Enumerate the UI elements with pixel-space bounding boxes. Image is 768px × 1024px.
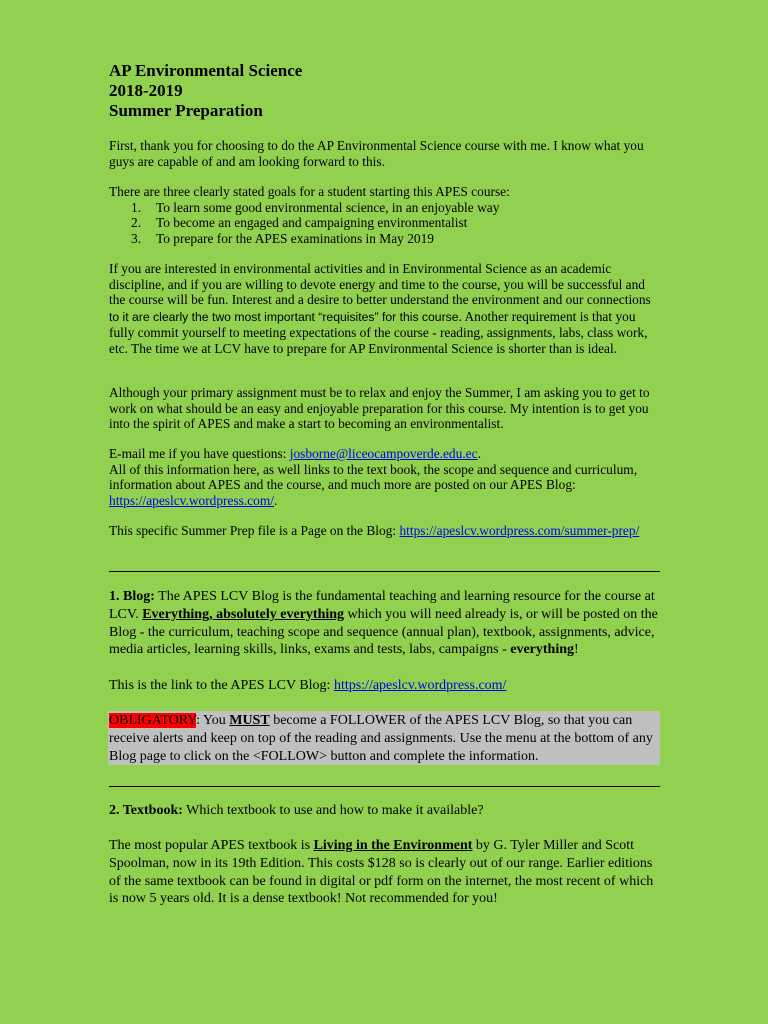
goals-intro: There are three clearly stated goals for a student starting this APES course: — [109, 184, 510, 199]
goal-item: 2. To become an engaged and campaigning environmentalist — [131, 215, 468, 230]
textbook-title: Living in the Environment — [313, 838, 473, 853]
email-line: E-mail me if you have questions: josborne@liceocampoverde.edu.ec. — [109, 446, 481, 461]
title-line-2: 2018-2019 — [109, 81, 183, 100]
summer-assignment-paragraph: Although your primary assignment must be to relax and enjoy the Summer, I am asking you to get to work on what should be an easy and enjoyable preparation for this course. My intention is to get you into the spirit of APES and make a start to becoming an environmentalist. — [109, 385, 650, 431]
blog-section: 1. Blog: The APES LCV Blog is the fundamental teaching and learning resource for the course at LCV. Everything, absolutely everything which you will need already is, or will be posted on the Blog - the curriculum, teaching scope and sequence (annual plan), textbook, assignments, advice, media articles, learning skills, links, exams and tests, labs, campaigns - everything! — [109, 589, 658, 658]
title-line-1: AP Environmental Science — [109, 61, 303, 80]
must-emphasis: MUST — [229, 713, 270, 728]
textbook-heading: 2. Textbook: — [109, 803, 183, 818]
intro-paragraph: First, thank you for choosing to do the AP Environmental Science course with me. I know what you guys are capable of and am looking forward to this. — [109, 138, 644, 169]
textbook-heading-line: 2. Textbook: Which textbook to use and how to make it available? — [109, 803, 484, 818]
doc-title — [109, 61, 302, 121]
goals-list — [109, 200, 661, 247]
blog-link-line: This is the link to the APES LCV Blog: https://apeslcv.wordpress.com/ — [109, 678, 507, 693]
goals-section — [109, 184, 661, 246]
summer-prep-link[interactable]: https://apeslcv.wordpress.com/summer-prep/ — [399, 523, 640, 538]
section-divider — [109, 571, 660, 572]
goal-item: 3. To prepare for the APES examinations in May 2019 — [131, 230, 434, 246]
obligatory-label: OBLIGATORY — [109, 713, 197, 728]
apes-blog-link[interactable]: https://apeslcv.wordpress.com/ — [333, 678, 507, 693]
interest-paragraph: If you are interested in environmental activities and in Environmental Science as an academic discipline, and if you are willing to devote energy and time to the course, you will be successful and the course will be fun. Interest and a desire to better understand the environment and our connections to it are clearly the two most important “requisites” for this course. Another requirement is that you fully commit yourself to meeting expectations of the course - reading, assignments, labs, class work, etc. The time we at LCV have to prepare for AP Environmental Science is shorter than is ideal. — [109, 261, 651, 356]
obligatory-notice: OBLIGATORY: You MUST become a FOLLOWER of the APES LCV Blog, so that you can receive alerts and keep on top of the reading and assignments. Use the menu at the bottom of any Blog page to click on the <FOLLOW> button and complete the information. — [109, 713, 653, 764]
summer-prep-paragraph: This specific Summer Prep file is a Page on the Blog: https://apeslcv.wordpress.com/summer-prep/ — [109, 523, 640, 538]
info-line: All of this information here, as well links to the text book, the scope and sequence and curriculum, information about APES and the course, and much more are posted on our APES Blog: https://apeslcv.wordpress.com/. — [109, 461, 638, 508]
goal-item: 1. To learn some good environmental science, in an enjoyable way — [131, 199, 500, 215]
textbook-paragraph: The most popular APES textbook is Living in the Environment by G. Tyler Miller and Scott Spoolman, now in its 19th Edition. This costs $128 so is clearly out of our range. Earlier editions of the same textbook can be found in digital or pdf form on the internet, the most recent of which is now 5 years old. It is a dense textbook! Not recommended for you! — [109, 838, 654, 907]
contact-paragraph — [109, 446, 661, 508]
section-divider — [109, 786, 660, 787]
email-link[interactable]: josborne@liceocampoverde.edu.ec — [289, 446, 478, 461]
blog-link[interactable]: https://apeslcv.wordpress.com/ — [109, 492, 274, 508]
blog-heading: 1. Blog: — [109, 589, 155, 604]
title-line-3: Summer Preparation — [109, 101, 263, 120]
